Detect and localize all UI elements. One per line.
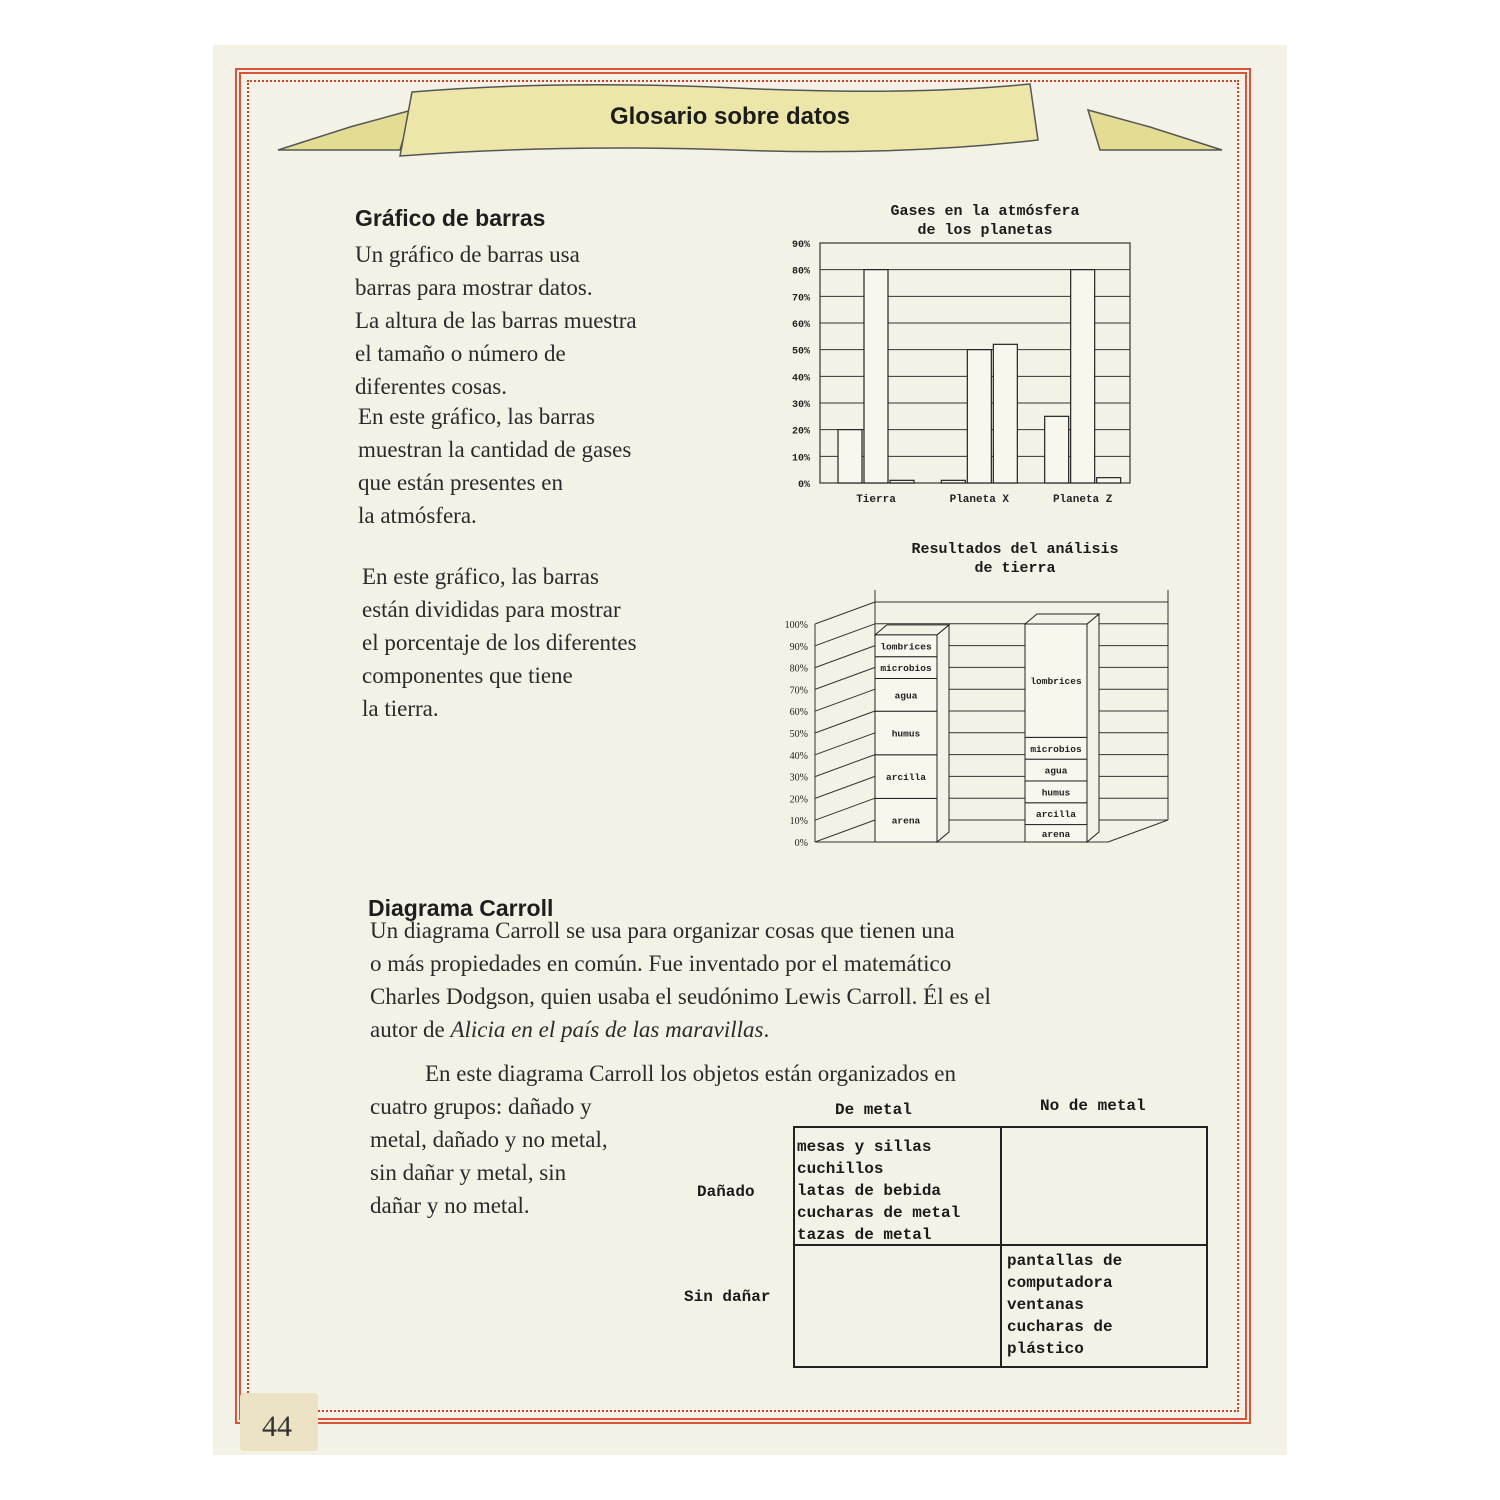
- bar: [941, 480, 965, 483]
- page-title: Glosario sobre datos: [609, 103, 851, 130]
- y-tick-label: 40%: [791, 373, 810, 385]
- floor-gridline: [815, 711, 875, 733]
- chart1-title: Gases en la atmósfera de los planetas: [890, 203, 1080, 239]
- x-tick-label: Planeta X: [949, 494, 1010, 506]
- bar-side-face: [1087, 614, 1099, 842]
- carroll-row-damaged: Dañado: [697, 1183, 755, 1201]
- y-tick-label: 60%: [791, 320, 810, 331]
- y-tick-label: 90%: [789, 641, 808, 653]
- floor-gridline: [815, 689, 875, 711]
- y-tick-label: 20%: [789, 794, 808, 806]
- bar: [1071, 270, 1095, 483]
- segment-label: arena: [891, 815, 921, 827]
- y-tick-label: 60%: [789, 707, 808, 719]
- y-tick-label: 80%: [789, 663, 808, 675]
- page-number: 44: [262, 1410, 292, 1443]
- floor-right-edge: [1108, 820, 1168, 842]
- y-tick-label: 50%: [791, 346, 810, 358]
- floor-gridline: [815, 820, 875, 842]
- x-tick-label: Tierra: [856, 494, 896, 506]
- y-tick-label: 40%: [789, 750, 808, 762]
- carroll-groups-intro: En este diagrama Carroll los objetos están organizados en: [425, 1061, 956, 1086]
- carroll-cell-damaged-metal: mesas y sillas cuchillos latas de bebida cucharas de metal tazas de metal: [797, 1138, 961, 1244]
- bar: [864, 270, 888, 483]
- y-tick-label: 0%: [794, 838, 808, 849]
- y-tick-label: 80%: [791, 266, 810, 278]
- chart2-title: Resultados del análisis de tierra: [911, 541, 1119, 577]
- segment-label: agua: [894, 690, 918, 702]
- segment-label: microbios: [1030, 743, 1082, 755]
- bar-chart-heading: Gráfico de barras: [355, 205, 546, 231]
- y-tick-label: 20%: [791, 426, 810, 438]
- floor-gridline: [815, 733, 875, 755]
- y-tick-label: 10%: [791, 453, 810, 465]
- segment-label: microbios: [880, 663, 932, 675]
- carroll-column-metal: De metal: [835, 1101, 912, 1119]
- segment-label: agua: [1044, 765, 1068, 777]
- segment-label: lombrices: [880, 641, 932, 653]
- bar: [1045, 416, 1069, 483]
- carroll-intro: Un diagrama Carroll se usa para organizar cosas que tienen una o más propiedades en común. Fue inventado por el matemático Charles Dodgson, quien usaba el seudónimo Lewis Carroll. Él es el autor de Alicia en el país de las maravillas.: [370, 918, 991, 1042]
- bar: [967, 350, 991, 483]
- segment-label: arcilla: [1036, 809, 1076, 821]
- soil-stacked-chart: [760, 570, 1180, 860]
- floor-gridline: [815, 624, 875, 646]
- carroll-cell-undamaged-nonmetal: pantallas de computadora ventanas cucharas de plástico: [1007, 1252, 1123, 1358]
- carroll-row-undamaged: Sin dañar: [684, 1288, 771, 1306]
- bar: [993, 344, 1017, 483]
- floor-gridline: [815, 602, 875, 624]
- x-tick-label: Planeta Z: [1052, 494, 1113, 506]
- y-tick-label: 100%: [784, 620, 808, 631]
- bar-chart-intro: Un gráfico de barras usa barras para mostrar datos. La altura de las barras muestra el tamaño o número de diferentes cosas.: [355, 242, 637, 399]
- bar-chart-gases-text: En este gráfico, las barras muestran la cantidad de gases que están presentes en la atmósfera.: [358, 404, 632, 528]
- y-tick-label: 70%: [789, 685, 808, 697]
- carroll-diagram: [793, 1126, 1208, 1368]
- segment-label: arcilla: [886, 772, 926, 784]
- bar: [1097, 478, 1121, 483]
- carroll-column-nonmetal: No de metal: [1040, 1097, 1146, 1115]
- y-tick-label: 30%: [789, 772, 808, 784]
- gases-bar-chart: [760, 240, 1160, 515]
- bar-side-face: [937, 625, 949, 842]
- floor-gridline: [815, 667, 875, 689]
- carroll-heading: Diagrama Carroll: [368, 895, 554, 921]
- bar: [890, 480, 914, 483]
- floor-gridline: [815, 646, 875, 668]
- floor-gridline: [815, 798, 875, 820]
- floor-gridline: [815, 755, 875, 777]
- bar: [838, 430, 862, 483]
- y-tick-label: 0%: [797, 480, 810, 491]
- bar-top-face: [1025, 614, 1099, 624]
- segment-label: humus: [1041, 787, 1071, 799]
- segment-label: humus: [891, 728, 921, 740]
- ribbon-banner: [0, 0, 1500, 200]
- bar-top-face: [875, 625, 949, 635]
- floor-gridline: [815, 776, 875, 798]
- y-tick-label: 90%: [791, 240, 810, 251]
- y-tick-label: 70%: [791, 293, 810, 305]
- y-tick-label: 30%: [791, 400, 810, 411]
- carroll-vertical-divider: [1000, 1128, 1002, 1366]
- segment-label: lombrices: [1030, 676, 1082, 688]
- y-tick-label: 10%: [789, 816, 808, 828]
- bar-chart-soil-text: En este gráfico, las barras están divididas para mostrar el porcentaje de los diferentes componentes que tiene la tierra.: [362, 564, 637, 721]
- segment-label: arena: [1041, 828, 1071, 840]
- y-tick-label: 50%: [789, 729, 808, 740]
- carroll-groups-text: cuatro grupos: dañado y metal, dañado y no metal, sin dañar y metal, sin dañar y no metal.: [370, 1094, 608, 1218]
